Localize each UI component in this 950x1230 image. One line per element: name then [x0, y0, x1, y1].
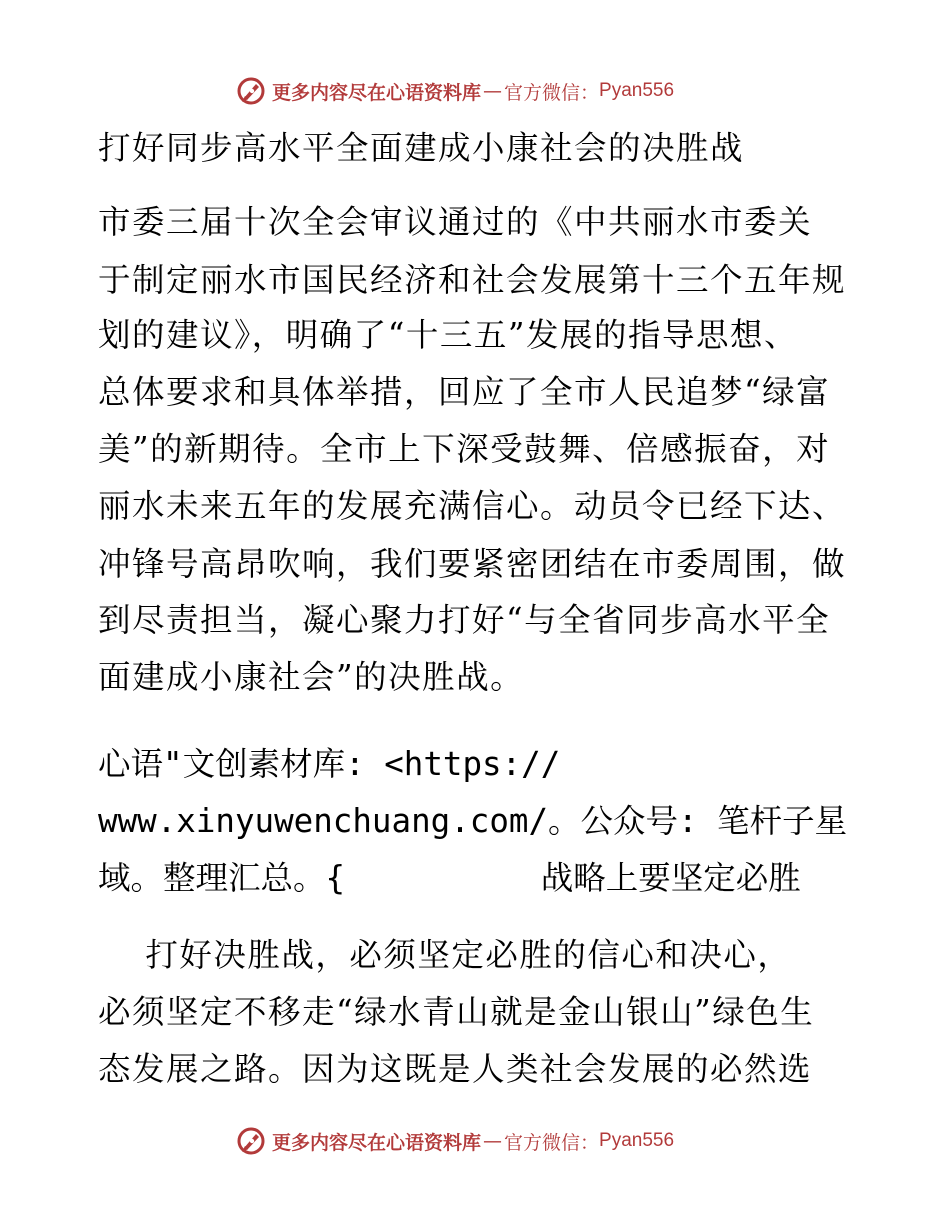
document-title: 打好同步高水平全面建成小康社会的决胜战	[98, 129, 745, 167]
header-banner	[236, 74, 674, 108]
paragraph-line: 打好决胜战，必须坚定必胜的信心和决心，	[98, 936, 792, 974]
banner-separator: —	[483, 1130, 503, 1152]
paragraph-line: 划的建议》，明确了“十三五”发展的指导思想、	[98, 316, 798, 354]
banner-wechat-label: 官方微信：	[504, 81, 600, 104]
paragraph-line: 态发展之路。因为这既是人类社会发展的必然选	[98, 1050, 813, 1088]
source-note-line: 心语"文创素材库: <https://	[98, 745, 561, 783]
banner-title: 更多内容尽在心语资料库	[272, 1131, 482, 1154]
footer-banner	[236, 1124, 674, 1158]
paragraph-line: 总体要求和具体举措，回应了全市人民追梦“绿富	[98, 373, 831, 411]
banner-wechat-id: Pyan556	[599, 1130, 675, 1151]
paragraph-line: 美”的新期待。全市上下深受鼓舞、倍感振奋，对	[98, 430, 831, 468]
source-note-line: www.xinyuwenchuang.com/。公众号: 笔杆子星	[98, 802, 848, 840]
banner-wechat-label: 官方微信：	[504, 1131, 600, 1154]
paragraph-line: 丽水未来五年的发展充满信心。动员令已经下达、	[98, 487, 847, 525]
paragraph-line: 于制定丽水市国民经济和社会发展第十三个五年规	[98, 261, 847, 299]
banner-separator: —	[483, 80, 503, 102]
banner-title: 更多内容尽在心语资料库	[272, 81, 482, 104]
paragraph-line: 面建成小康社会”的决胜战。	[98, 658, 525, 696]
source-note-line: 域。整理汇总。{ 战略上要坚定必胜	[98, 859, 801, 897]
paragraph-line: 市委三届十次全会审议通过的《中共丽水市委关	[98, 203, 813, 241]
pen-nib-logo-icon	[236, 76, 266, 106]
paragraph-line: 冲锋号高昂吹响，我们要紧密团结在市委周围，做	[98, 545, 847, 583]
paragraph-line: 必须坚定不移走“绿水青山就是金山银山”绿色生	[98, 993, 815, 1031]
banner-wechat-id: Pyan556	[599, 80, 675, 101]
paragraph-line: 到尽责担当，凝心聚力打好“与全省同步高水平全	[98, 601, 831, 639]
pen-nib-logo-icon	[236, 1126, 266, 1156]
